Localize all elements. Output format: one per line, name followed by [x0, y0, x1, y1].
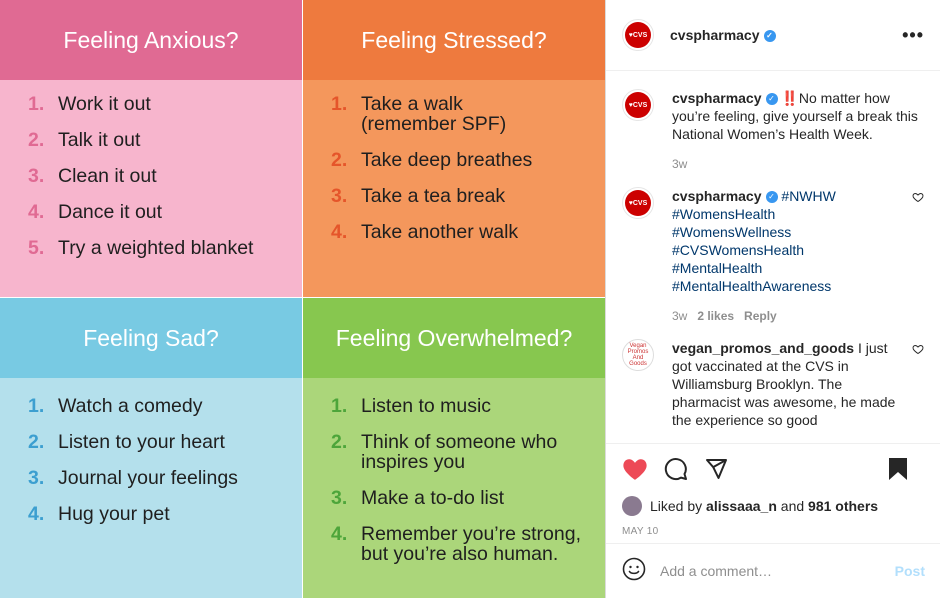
- likes-summary: Liked by alissaaa_n and 981 others: [622, 496, 925, 516]
- comment-age[interactable]: 3w: [672, 309, 688, 323]
- list-item: 2. Think of someone who inspires you: [331, 431, 558, 473]
- verified-badge-icon: ✓: [766, 93, 778, 105]
- comment-input[interactable]: [660, 563, 895, 579]
- quadrant-list: [303, 378, 605, 598]
- avatar[interactable]: [622, 89, 654, 121]
- emoji-smiley-icon[interactable]: [622, 557, 646, 586]
- quadrant-sad: [0, 298, 302, 598]
- list-item: 3. Make a to-do list: [331, 487, 505, 509]
- divider: [0, 297, 605, 298]
- caption: [622, 89, 924, 173]
- comment-username[interactable]: cvspharmacy: [672, 90, 762, 106]
- divider: [302, 0, 303, 598]
- verified-badge-icon: ✓: [766, 191, 778, 203]
- list-item: 1. Take a walk (remember SPF): [331, 93, 507, 135]
- post-header: [606, 0, 940, 71]
- header-username[interactable]: cvspharmacy ✓: [670, 27, 776, 43]
- comment-like-heart-icon[interactable]: [912, 191, 924, 325]
- quadrant-title: Feeling Stressed?: [303, 0, 605, 80]
- post-date[interactable]: MAY 10: [622, 526, 659, 537]
- reply-button[interactable]: Reply: [744, 309, 777, 323]
- comment-likes[interactable]: 2 likes: [697, 309, 735, 323]
- hashtag-link[interactable]: #MentalHealth: [672, 260, 763, 276]
- list-item: 2. Talk it out: [28, 129, 141, 151]
- quadrant-overwhelmed: [303, 298, 605, 598]
- hashtag-link[interactable]: #MentalHealthAwareness: [672, 278, 832, 294]
- list-item: 3. Journal your feelings: [28, 467, 238, 489]
- comment-like-heart-icon[interactable]: [912, 343, 924, 429]
- avatar[interactable]: [622, 187, 654, 219]
- comment-bubble-icon[interactable]: [664, 457, 688, 481]
- quadrant-stressed: [303, 0, 605, 297]
- list-item: 3. Take a tea break: [331, 185, 506, 207]
- bookmark-icon[interactable]: [887, 457, 909, 481]
- comment-username[interactable]: vegan_promos_and_goods: [672, 340, 855, 356]
- comment-text: I just got vaccinated at the CVS in Williamsburg Brooklyn. The pharmacist was awesome, he made the experience so good: [672, 340, 896, 428]
- list-item: 4. Dance it out: [28, 201, 163, 223]
- verified-badge-icon: ✓: [764, 30, 776, 42]
- comment: [622, 187, 924, 325]
- list-item: 3. Clean it out: [28, 165, 157, 187]
- comment-age[interactable]: 3w: [672, 157, 688, 171]
- list-item: 1. Work it out: [28, 93, 151, 115]
- post-panel: [605, 0, 940, 598]
- list-item: 4. Remember you’re strong, but you’re also human.: [331, 523, 582, 565]
- hashtag-link[interactable]: #NWHW: [781, 188, 836, 204]
- quadrant-list: [303, 80, 605, 297]
- more-options-icon[interactable]: •••: [902, 24, 924, 45]
- post-button[interactable]: Post: [894, 563, 925, 579]
- cvs-logo-icon: ♥CVS: [625, 190, 651, 216]
- avatar[interactable]: [622, 19, 654, 51]
- comments-list[interactable]: [606, 71, 940, 443]
- liker-username[interactable]: alissaaa_n: [706, 498, 777, 514]
- share-paper-plane-icon[interactable]: [704, 457, 728, 481]
- quadrant-title: Feeling Sad?: [0, 298, 302, 378]
- cvs-logo-icon: ♥CVS: [625, 92, 651, 118]
- cvs-logo-icon: ♥CVS: [625, 22, 651, 48]
- hashtag-link[interactable]: #WomensHealth: [672, 206, 776, 222]
- comment: [622, 339, 924, 429]
- quadrant-list: [0, 378, 302, 598]
- list-item: 1. Listen to music: [331, 395, 492, 417]
- comment-username[interactable]: cvspharmacy: [672, 188, 762, 204]
- quadrant-list: [0, 80, 302, 297]
- hashtag-link[interactable]: #WomensWellness: [672, 224, 792, 240]
- like-heart-icon[interactable]: [622, 457, 648, 481]
- quadrant-title: Feeling Anxious?: [0, 0, 302, 80]
- list-item: 2. Take deep breathes: [331, 149, 533, 171]
- list-item: 5. Try a weighted blanket: [28, 237, 254, 259]
- caption-text: No matter how you’re feeling, give yourself a break this National Women’s Health Week.: [672, 90, 918, 142]
- post-actions: [606, 443, 940, 537]
- list-item: 4. Hug your pet: [28, 503, 170, 525]
- list-item: 1. Watch a comedy: [28, 395, 203, 417]
- likes-others-link[interactable]: 981 others: [808, 498, 879, 514]
- list-item: 2. Listen to your heart: [28, 431, 225, 453]
- list-item: 4. Take another walk: [331, 221, 519, 243]
- double-exclamation-icon: ‼️: [781, 90, 799, 106]
- quadrant-anxious: [0, 0, 302, 297]
- liker-avatar[interactable]: [622, 496, 642, 516]
- add-comment-bar: [606, 543, 940, 598]
- quadrant-title: Feeling Overwhelmed?: [303, 298, 605, 378]
- avatar[interactable]: Vegan Promos And Goods: [622, 339, 654, 371]
- hashtag-link[interactable]: #CVSWomensHealth: [672, 242, 805, 258]
